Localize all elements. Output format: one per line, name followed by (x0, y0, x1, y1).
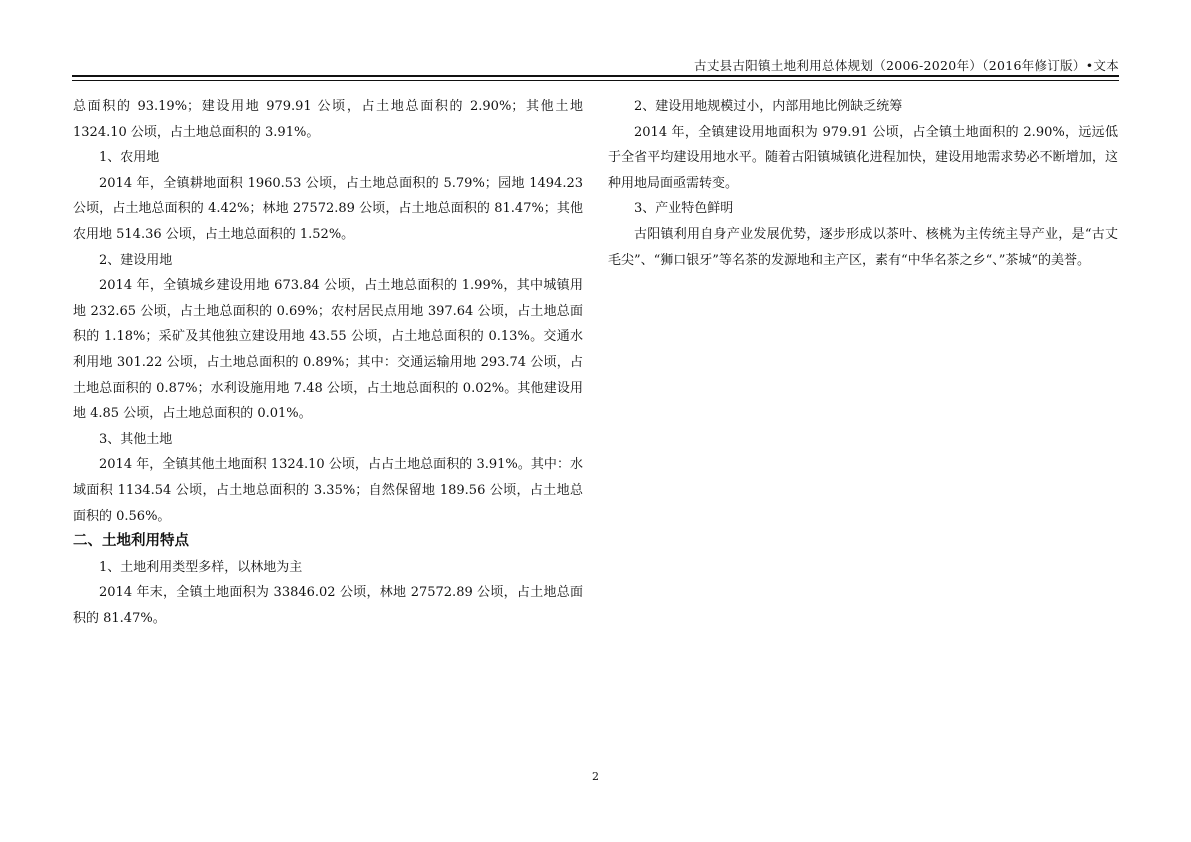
header-rule-thick (72, 75, 1119, 77)
paragraph-feature-diverse-types: 2014 年末，全镇土地面积为 33846.02 公顷，林地 27572.89 公顷，占土地总面积的 81.47%。 (73, 585, 583, 626)
subheading-feature-diverse-types: 1、土地利用类型多样，以林地为主 (99, 559, 303, 575)
subheading-other-land: 3、其他土地 (99, 431, 173, 447)
subheading-feature-construction-scale: 2、建设用地规模过小，内部用地比例缺乏统筹 (634, 99, 903, 114)
subheading-agricultural-land: 1、农用地 (99, 150, 160, 166)
page-number: 2 (592, 770, 599, 783)
subheading-feature-industry: 3、产业特色鲜明 (634, 201, 734, 217)
paragraph-construction-land: 2014 年，全镇城乡建设用地 673.84 公顷，占土地总面积的 1.99%，其中城镇用地 232.65 公顷，占土地总面积的 0.69%；农村居民点用地 397.64 公顷，占土地总面积的 1.18%；采矿及其他独立建设用地 43.55 公顷，占土地总面积的 0.13%。交通水利用地 301.22 公顷，占土地总面积的 0.89%；其中：交通运输用地 293.74 公顷，占土地总面积的 0.87%；水利设施用地 7.48 公顷，占土地总面积的 0.02%。其他建设用地 4.85 公顷，占土地总面积的 0.01%。 (73, 278, 583, 422)
paragraph-feature-industry: 古阳镇利用自身产业发展优势，逐步形成以茶叶、核桃为主传统主导产业，是“古丈毛尖”、“狮口银牙”等名茶的发源地和主产区，素有“中华名茶之乡“、”茶城“的美誉。 (608, 226, 1118, 268)
paragraph-other-land: 2014 年，全镇其他土地面积 1324.10 公顷，占占土地总面积的 3.91%。其中：水域面积 1134.54 公顷，占土地总面积的 3.35%；自然保留地 189.56 公顷，占土地总面积的 0.56%。 (73, 457, 583, 524)
subheading-construction-land: 2、建设用地 (99, 252, 173, 268)
section-heading-land-use-features: 二、土地利用特点 (73, 533, 189, 550)
document-header-title: 古丈县古阳镇土地利用总体规划（2006-2020年）（2016年修订版）•文本 (694, 58, 1119, 73)
right-column (608, 94, 1118, 273)
paragraph-land-totals: 总面积的 93.19%；建设用地 979.91 公顷，占土地总面积的 2.90%；其他土地 1324.10 公顷，占土地总面积的 3.91%。 (73, 99, 583, 140)
header-rule-thin (72, 80, 1119, 81)
paragraph-feature-construction-scale: 2014 年，全镇建设用地面积为 979.91 公顷，占全镇土地面积的 2.90%，远远低于全省平均建设用地水平。随着古阳镇城镇化进程加快，建设用地需求势必不断增加，这种用地局面亟需转变。 (608, 124, 1118, 191)
left-column (73, 94, 583, 631)
paragraph-agricultural-land: 2014 年，全镇耕地面积 1960.53 公顷，占土地总面积的 5.79%；园地 1494.23 公顷，占土地总面积的 4.42%；林地 27572.89 公顷，占土地总面积的 81.47%；其他农用地 514.36 公顷，占土地总面积的 1.52%。 (73, 175, 583, 242)
